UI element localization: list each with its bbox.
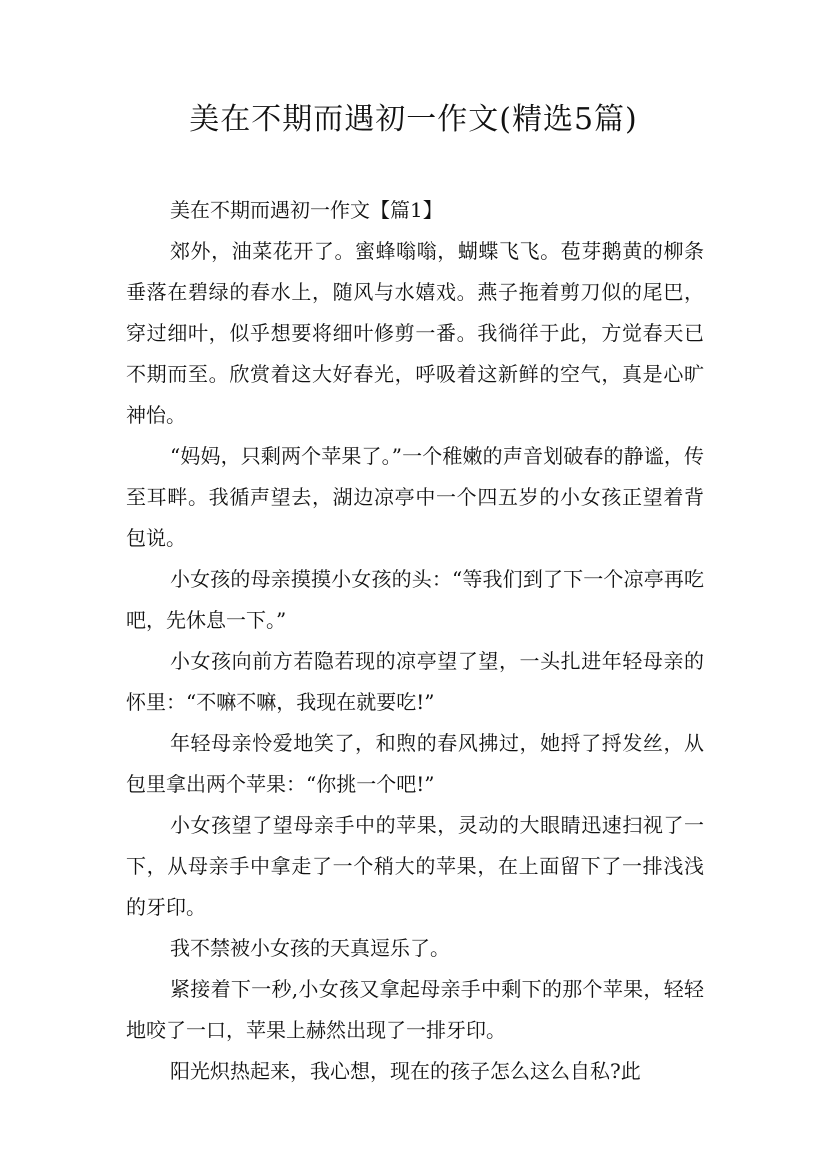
paragraph: “妈妈，只剩两个苹果了。”一个稚嫩的声音划破春的静谧，传至耳畔。我循声望去，湖边凉亭中一个四五岁的小女孩正望着背包说。 bbox=[126, 444, 704, 550]
paragraph: 我不禁被小女孩的天真逗乐了。 bbox=[170, 936, 450, 960]
paragraph: 小女孩的母亲摸摸小女孩的头：“等我们到了下一个凉亭再吃吧，先休息一下。” bbox=[126, 567, 704, 632]
paragraph: 小女孩望了望母亲手中的苹果，灵动的大眼睛迅速扫视了一下，从母亲手中拿走了一个稍大的苹果，在上面留下了一排浅浅的牙印。 bbox=[126, 813, 704, 919]
paragraph: 年轻母亲怜爱地笑了，和煦的春风拂过，她捋了捋发丝，从包里拿出两个苹果：“你挑一个吧!” bbox=[126, 731, 704, 796]
document-body bbox=[126, 190, 704, 1092]
paragraph: 紧接着下一秒,小女孩又拿起母亲手中剩下的那个苹果，轻轻地咬了一口，苹果上赫然出现了一排牙印。 bbox=[126, 977, 704, 1042]
paragraph: 小女孩向前方若隐若现的凉亭望了望，一头扎进年轻母亲的怀里：“不嘛不嘛，我现在就要吃!” bbox=[126, 649, 704, 714]
document-title: 美在不期而遇初一作文(精选5篇) bbox=[189, 102, 638, 137]
paragraph: 郊外，油菜花开了。蜜蜂嗡嗡，蝴蝶飞飞。苞芽鹅黄的柳条垂落在碧绿的春水上，随风与水嬉戏。燕子拖着剪刀似的尾巴，穿过细叶，似乎想要将细叶修剪一番。我徜徉于此，方觉春天已不期而至。欣赏着这大好春光，呼吸着这新鲜的空气，真是心旷神怡。 bbox=[126, 239, 704, 427]
section-heading: 美在不期而遇初一作文【篇1】 bbox=[170, 198, 443, 222]
paragraph: 阳光炽热起来，我心想，现在的孩子怎么这么自私?此 bbox=[170, 1059, 641, 1083]
